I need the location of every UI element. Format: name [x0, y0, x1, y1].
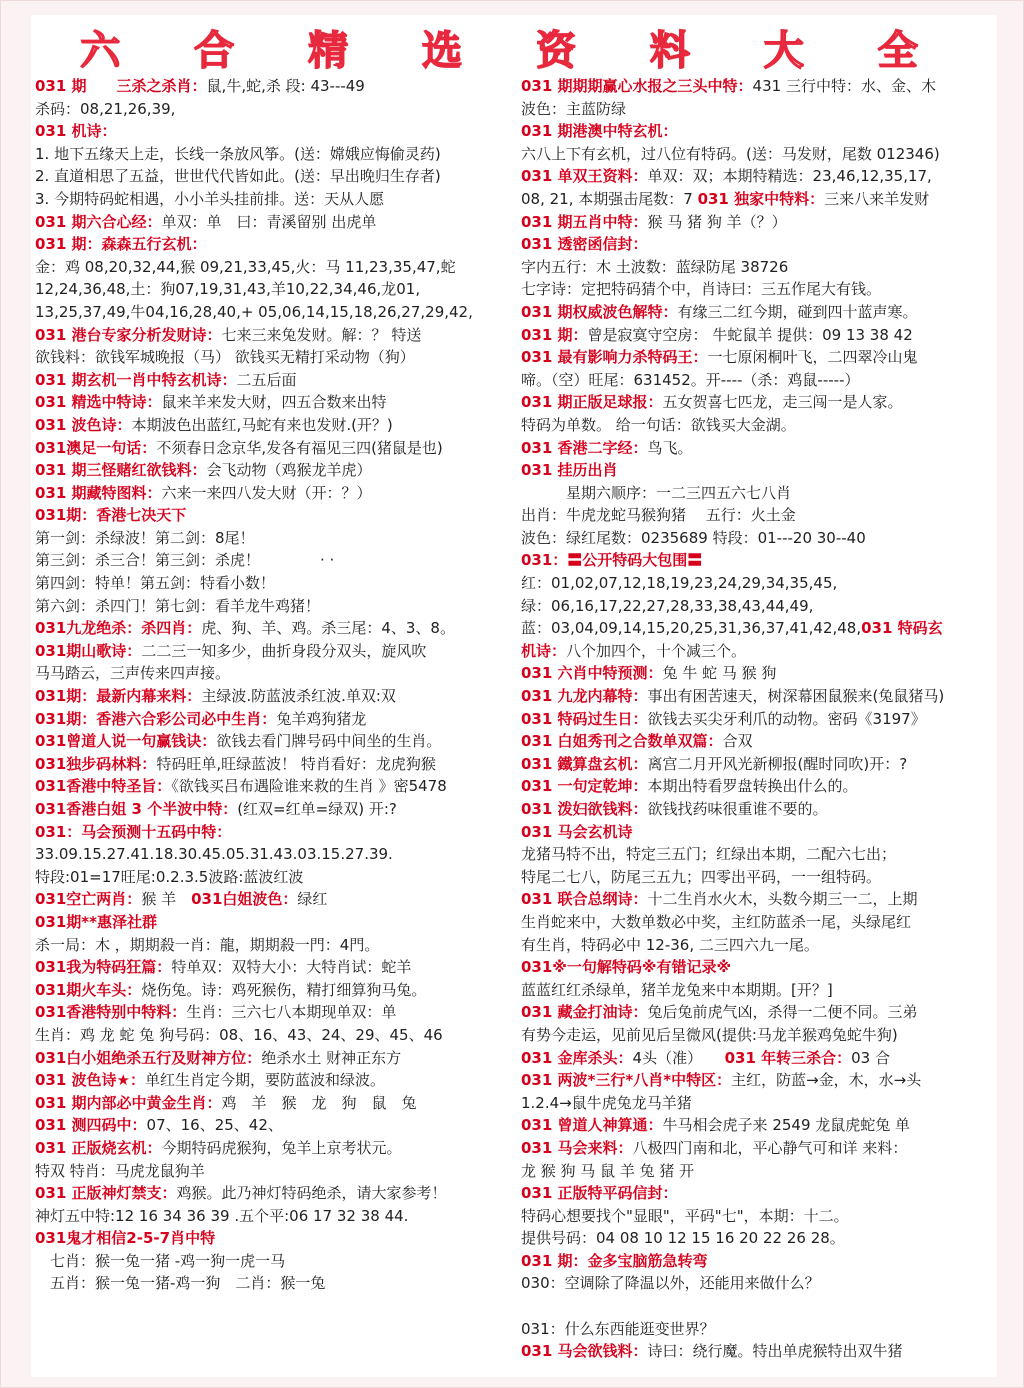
- left-line: [35, 911, 513, 934]
- section-label: 031 香港二字经：: [521, 438, 648, 457]
- right-line: [521, 165, 995, 188]
- line-text: 金：鸡 08,20,32,44,猴 09,21,33,45,火：马 11,23,35,47,蛇: [35, 257, 456, 276]
- section-label: 机诗：: [521, 641, 567, 660]
- section-label: 031 白姐秀刊之合数单双篇：: [521, 732, 723, 751]
- line-text: 兔 牛 蛇 马 猴 狗: [662, 664, 777, 683]
- left-line: [35, 1205, 513, 1228]
- left-line: [35, 211, 513, 234]
- line-text: 欲钱去看门牌号码中间坐的生肖。: [216, 732, 442, 751]
- section-label: 031 波色诗★：: [35, 1071, 145, 1090]
- left-line: [35, 188, 513, 211]
- left-line: [35, 1069, 513, 1092]
- line-text: 出肖：牛虎龙蛇马猴狗猪 五行：火土金: [521, 506, 796, 525]
- section-label: 031 挂历出肖: [521, 461, 618, 480]
- section-label: 031曾道人说一句赢钱诀：: [35, 732, 217, 751]
- section-label: 031 期正版足球报：: [521, 393, 663, 412]
- right-line: [521, 753, 995, 776]
- right-line: [521, 437, 995, 460]
- section-label: 031期：香港七决天下: [35, 506, 187, 525]
- section-label: 031 期六合心经：: [35, 212, 162, 231]
- section-label: 031白姐波色：: [191, 890, 298, 909]
- line-text: 特码心想要找个"显眼"，平码"七"，本期：十二。: [521, 1206, 849, 1225]
- line-text: 猴 马 猪 狗 羊（？）: [647, 212, 787, 231]
- right-line: [521, 934, 995, 957]
- right-line: [521, 369, 995, 392]
- line-text: 六八上下有玄机，过八位有特码。(送：马发财，尾数 012346): [521, 144, 940, 163]
- left-line: [35, 369, 513, 392]
- section-label: 031 九龙内幕特：: [521, 687, 648, 706]
- left-line: [35, 821, 513, 844]
- line-text: 红：01,02,07,12,18,19,23,24,29,34,35,45,: [521, 574, 838, 593]
- line-text: 六来一来四八发大财（开：？）: [161, 483, 372, 502]
- line-text: 有生肖，特码必中 12-36, 二三四六九一尾。: [521, 935, 819, 954]
- line-text: 兔羊鸡狗猪龙: [276, 709, 367, 728]
- left-line: [35, 414, 513, 437]
- right-line: [521, 188, 995, 211]
- right-line: [521, 75, 995, 98]
- right-line: [521, 866, 995, 889]
- line-text: 曾是寂寞守空房： 牛蛇鼠羊 提供：09 13 38 42: [587, 325, 913, 344]
- left-line: [35, 617, 513, 640]
- left-line: [35, 278, 513, 301]
- section-label: 031鬼才相信2-5-7肖中特: [35, 1229, 216, 1248]
- line-text: 031：什么东西能逛变世界？: [521, 1319, 715, 1338]
- right-line: [521, 1047, 995, 1070]
- section-label: 031 正版神灯禁支：: [35, 1184, 177, 1203]
- right-line: [521, 1137, 995, 1160]
- line-text: 生肖：三六七八本期现单双：单: [186, 1003, 397, 1022]
- section-label: 031 独家中特料：: [697, 189, 825, 208]
- line-text: 龙 猴 狗 马 鼠 羊 兔 猪 开: [521, 1161, 695, 1180]
- right-line: [521, 549, 995, 572]
- right-line: [521, 572, 995, 595]
- right-line: [521, 1318, 995, 1341]
- line-text: 特码为单数。 给一句话：欲钱买大金湖。: [521, 415, 796, 434]
- left-line: [35, 708, 513, 731]
- right-line: [521, 98, 995, 121]
- right-line: [521, 459, 995, 482]
- right-line: [521, 775, 995, 798]
- line-text: 欲钱去买尖牙利爪的动物。密码《3197》: [647, 709, 926, 728]
- right-line: [521, 527, 995, 550]
- section-label: 031※一句解特码※有错记录※: [521, 958, 732, 977]
- line-text: 生肖蛇来中，大数单数必中奖，主红防蓝杀一尾，头绿尾红: [521, 912, 912, 931]
- section-label: 031 波色诗：: [35, 415, 132, 434]
- section-label: 031 马会玄机诗: [521, 822, 633, 841]
- left-line: [35, 685, 513, 708]
- left-line: [35, 979, 513, 1002]
- right-line: [521, 956, 995, 979]
- left-line: [35, 1227, 513, 1250]
- right-line: [521, 821, 995, 844]
- line-text: 绿：06,16,17,22,27,28,33,38,43,44,49,: [521, 596, 814, 615]
- line-text: 第六剑：杀四门！第七剑：看羊龙牛鸡猪！: [35, 596, 321, 615]
- section-label: 031 期藏特图料：: [35, 483, 162, 502]
- section-label: 031我为特码狂篇：: [35, 958, 172, 977]
- section-label: 031独步码林料：: [35, 754, 157, 773]
- left-line: [35, 1047, 513, 1070]
- left-line: [35, 1001, 513, 1024]
- section-label: 031香港特别中特料：: [35, 1003, 187, 1022]
- left-line: [35, 437, 513, 460]
- section-label: 031 测四码中：: [35, 1116, 147, 1135]
- line-text: 星期六顺序：一二三四五六七八肖: [521, 483, 792, 502]
- right-line: [521, 708, 995, 731]
- left-line: [35, 888, 513, 911]
- line-text: 马马踏云，三声传来四声接。: [35, 664, 231, 683]
- line-text: 主红，防蓝→金，木，水→头: [731, 1071, 922, 1090]
- right-line: [521, 1340, 995, 1363]
- left-line: [35, 662, 513, 685]
- section-label: 031 透密函信封：: [521, 235, 648, 254]
- section-label: 031 正版烧玄机：: [35, 1138, 162, 1157]
- left-line: [35, 843, 513, 866]
- line-text: 十二生肖水火木，头数今期三一二，上期: [647, 890, 918, 909]
- line-text: 牛马相会虎子来 2549 龙鼠虎蛇兔 单: [662, 1116, 911, 1135]
- right-line: [521, 1092, 995, 1115]
- line-text: 绝杀水土 财神正东方: [261, 1048, 402, 1067]
- right-line: [521, 1250, 995, 1273]
- line-text: 啼。（空）旺尾：631452。开----（杀：鸡鼠-----）: [521, 370, 860, 389]
- section-label: 031 泼妇欲钱料：: [521, 800, 648, 818]
- line-text: 波色：绿红尾数：0235689 特段：01---20 30--40: [521, 528, 866, 547]
- line-text: 七字诗：定把特码猜个中，肖诗曰：三五作尾大有钱。: [521, 280, 882, 299]
- line-text: 单双：单 曰：青溪留别 出虎单: [161, 212, 377, 231]
- left-line: [35, 143, 513, 166]
- line-text: 《欲钱买吕布遇险谁来救的生肖 》密5478: [171, 777, 447, 796]
- section-label: 031 机诗：: [35, 122, 117, 141]
- left-line: [35, 324, 513, 347]
- line-text: 七肖：猴一兔一猪 -鸡一狗一虎一马: [35, 1251, 286, 1270]
- line-text: 07、16、25、42、: [146, 1116, 283, 1135]
- line-text: 合双: [722, 732, 753, 751]
- left-line: [35, 753, 513, 776]
- left-line: [35, 75, 513, 98]
- left-line: [35, 549, 513, 572]
- left-line: [35, 572, 513, 595]
- right-line: [521, 211, 995, 234]
- line-text: 特单双：双特大小：大特肖试：蛇羊: [171, 958, 412, 977]
- left-line: [35, 1250, 513, 1273]
- section-label: 031空亡两肖：: [35, 890, 142, 909]
- line-text: 特尾二七八，防尾三五九；四零出平码，一一组特码。: [521, 867, 882, 886]
- right-line: [521, 843, 995, 866]
- right-line: [521, 414, 995, 437]
- line-text: 特段:01=17旺尾:0.2.3.5波路:蓝波红波: [35, 867, 304, 886]
- section-label: 031 期 三杀之杀肖：: [35, 77, 207, 95]
- section-label: 031 特码过生日：: [521, 709, 648, 728]
- right-line: [521, 1001, 995, 1024]
- line-text: 八极四门南和北，平心静气可和详 来料：: [632, 1138, 908, 1157]
- section-label: 031 鐵算盘玄机：: [521, 754, 648, 773]
- line-text: 鸟飞。: [647, 438, 693, 457]
- left-line: [35, 504, 513, 527]
- right-line: [521, 1160, 995, 1183]
- right-line: [521, 301, 995, 324]
- section-label: 031 金库杀头：: [521, 1048, 633, 1067]
- line-text: 字内五行：木 土波数：蓝绿防尾 38726: [521, 257, 789, 276]
- line-text: 虎、狗、羊、鸡。杀三尾：4、3、8。: [201, 619, 455, 638]
- left-line: [35, 730, 513, 753]
- line-text: 主绿波.防蓝波杀红波.单双:双: [201, 687, 396, 706]
- left-line: [35, 595, 513, 618]
- line-text: 13,25,37,49,牛04,16,28,40,+ 05,06,14,15,18,26,27,29,42,: [35, 302, 473, 321]
- right-line: [521, 324, 995, 347]
- left-line: [35, 527, 513, 550]
- line-text: 杀一局：木 ，期期殺一肖：龍，期期殺一門：4門。: [35, 935, 380, 954]
- left-line: [35, 301, 513, 324]
- section-label: 031 曾道人神算通：: [521, 1116, 663, 1135]
- line-text: 4头（准）: [632, 1048, 725, 1067]
- line-text: 2. 直道相思了五益，世世代代皆如此。(送：早出晚归生存者): [35, 167, 441, 186]
- line-text: 08, 21, 本期强击尾数：7: [521, 189, 698, 208]
- line-text: 今期特码虎猴狗，兔羊上京考状元。: [161, 1138, 402, 1157]
- section-label: 031 期玄机一肖中特玄机诗：: [35, 370, 237, 389]
- line-text: 波色：主蓝防绿: [521, 99, 627, 118]
- line-text: 本期波色出蓝红,马蛇有来也发财.(开？): [131, 415, 393, 434]
- line-text: 猴 羊: [141, 890, 192, 909]
- line-text: 1.2.4→鼠牛虎兔龙马羊猪: [521, 1093, 692, 1112]
- line-text: 12,24,36,48,土：狗07,19,31,43,羊10,22,34,46,龙01,: [35, 280, 421, 299]
- line-text: 鼠,牛,蛇,杀 段: 43---49: [206, 77, 365, 95]
- right-column: [521, 75, 995, 1363]
- line-text: 七来三来兔发财。解：？ 特送: [221, 325, 422, 344]
- line-text: 绿红: [297, 890, 328, 909]
- right-line: [521, 1295, 995, 1318]
- right-line: [521, 1205, 995, 1228]
- section-label: 031 一句定乾坤：: [521, 777, 648, 796]
- line-text: 二五后面: [236, 370, 297, 389]
- left-line: [35, 256, 513, 279]
- right-line: [521, 640, 995, 663]
- right-line: [521, 911, 995, 934]
- right-line: [521, 730, 995, 753]
- section-label: 031期火车头：: [35, 980, 142, 999]
- right-line: [521, 1182, 995, 1205]
- right-line: [521, 662, 995, 685]
- section-label: 031 年转三杀合：: [724, 1048, 852, 1067]
- line-text: 不须春日念京华,发各有福见三四(猪鼠是也): [156, 438, 443, 457]
- line-text: 单红生肖定今期，要防蓝波和绿波。: [144, 1071, 385, 1090]
- right-line: [521, 595, 995, 618]
- line-text: 431 三行中特：水、金、木: [752, 77, 936, 95]
- line-text: 有势今走运，见前见后呈微风(提供:马龙羊猴鸡兔蛇牛狗): [521, 1025, 898, 1044]
- page-title: 六 合 精 选 资 料 大 全: [80, 28, 948, 74]
- left-line: [35, 391, 513, 414]
- section-label: 031 期期期赢心水报之三头中特：: [521, 77, 753, 95]
- line-text: 事出有困苦速天，树深幕困鼠猴来(兔鼠猪马): [647, 687, 945, 706]
- content-sheet: [31, 15, 997, 1377]
- line-text: 蓝蓝红红杀绿单，猪羊龙兔来中本期期。[开？]: [521, 980, 833, 999]
- section-label: 031 藏金打油诗：: [521, 1003, 648, 1022]
- left-line: [35, 798, 513, 821]
- section-label: 031 期权威波色解特：: [521, 302, 678, 321]
- left-line: [35, 1024, 513, 1047]
- left-line: [35, 1092, 513, 1115]
- left-line: [35, 866, 513, 889]
- line-text: 神灯五中特:12 16 34 36 39 .五个平:06 17 32 38 44.: [35, 1206, 409, 1225]
- left-line: [35, 346, 513, 369]
- line-text: 3. 今期特码蛇相遇，小小羊头挂前排。送：天从人愿: [35, 189, 385, 208]
- section-label: 031期**惠泽社群: [35, 912, 158, 931]
- line-text: 有缘三二红今期，碰到四十蓝声寒。: [677, 302, 918, 321]
- section-label: 031 期：: [521, 325, 588, 344]
- right-line: [521, 278, 995, 301]
- section-label: 031 精选中特诗：: [35, 393, 162, 412]
- line-text: (红双=红单=绿双) 开:?: [237, 800, 397, 818]
- right-line: [521, 617, 995, 640]
- line-text: 鼠来羊来发大财，四五合数来出特: [161, 393, 387, 412]
- left-line: [35, 1137, 513, 1160]
- section-label: 031九龙绝杀：杀四肖：: [35, 619, 202, 638]
- line-text: 五女贺喜七匹龙，走三闯一是人家。: [662, 393, 903, 412]
- line-text: 本期出特看罗盘转换出什么的。: [647, 777, 858, 796]
- section-label: 031 联合总纲诗：: [521, 890, 648, 909]
- right-line: [521, 979, 995, 1002]
- line-text: 欲钱料：欲钱军城晚报（马） 欲钱买无精打采动物（狗）: [35, 348, 415, 367]
- section-label: 031 期三怪赌红欲钱料：: [35, 461, 207, 480]
- right-line: [521, 504, 995, 527]
- section-label: 031白小姐绝杀五行及财神方位：: [35, 1048, 262, 1067]
- right-line: [521, 1069, 995, 1092]
- left-line: [35, 775, 513, 798]
- line-text: 兔后兔前虎气凶，杀得一二便不同。三弟: [647, 1003, 918, 1022]
- section-label: 031香港中特圣旨：: [35, 777, 172, 796]
- right-line: [521, 120, 995, 143]
- left-line: [35, 165, 513, 188]
- section-label: 031 期内部必中黄金生肖：: [35, 1093, 222, 1112]
- section-label: 031香港白姐 3 个半波中特：: [35, 800, 238, 818]
- section-label: 031：〓公开特码大包围〓: [521, 551, 703, 570]
- line-text: 030：空调除了降温以外，还能用来做什么？: [521, 1274, 820, 1293]
- section-label: 031 六肖中特预测：: [521, 664, 663, 683]
- line-text: 33.09.15.27.41.18.30.45.05.31.43.03.15.27.39.: [35, 845, 393, 864]
- line-text: 一七原闲桐叶飞，二四翠冷山鬼: [707, 348, 918, 367]
- right-line: [521, 888, 995, 911]
- section-label: 031 马会欲钱料：: [521, 1342, 648, 1361]
- line-text: 第四剑：特单！第五剑：特看小数！: [35, 574, 276, 593]
- line-text: 烧伤兔。诗：鸡死猴伤，精打细算狗马兔。: [141, 980, 427, 999]
- section-label: 031 期：金多宝脑筋急转弯: [521, 1251, 708, 1270]
- left-line: [35, 956, 513, 979]
- section-label: 031 特码玄: [861, 619, 943, 638]
- right-line: [521, 233, 995, 256]
- left-line: [35, 1160, 513, 1183]
- line-text: 提供号码：04 08 10 12 15 16 20 22 26 28。: [521, 1229, 845, 1248]
- right-line: [521, 482, 995, 505]
- line-text: 1. 地下五缘天上走，长线一条放风筝。(送：嫦娥应悔偷灵药): [35, 144, 441, 163]
- section-label: 031 正版特平码信封：: [521, 1184, 678, 1203]
- left-line: [35, 459, 513, 482]
- right-line: [521, 1227, 995, 1250]
- right-line: [521, 1114, 995, 1137]
- left-line: [35, 934, 513, 957]
- line-text: 鸡 羊 猴 龙 狗 鼠 兔: [221, 1093, 417, 1112]
- section-label: 031 单双王资料：: [521, 167, 648, 186]
- line-text: 生肖：鸡 龙 蛇 兔 狗号码：08、16、43、24、29、45、46: [35, 1025, 443, 1044]
- left-line: [35, 120, 513, 143]
- section-label: 031 最有影响力杀特码王：: [521, 348, 708, 367]
- section-label: 031期山歌诗：: [35, 641, 142, 660]
- section-label: 031 期港澳中特玄机：: [521, 122, 678, 141]
- line-text: 五肖：猴一兔一猪-鸡一狗 二肖：猴一兔: [35, 1274, 326, 1293]
- left-column: [35, 75, 513, 1295]
- section-label: 031澳足一句话：: [35, 438, 157, 457]
- right-line: [521, 798, 995, 821]
- section-label: 031 期五肖中特：: [521, 212, 648, 231]
- line-text: 诗曰：绕行魔。特出单虎猴特出双牛猪: [647, 1342, 903, 1361]
- right-line: [521, 391, 995, 414]
- section-label: 031期：最新内幕来料：: [35, 687, 202, 706]
- line-text: 二二三一知多少，曲折身段分双头，旋风吹: [141, 641, 427, 660]
- line-text: 杀码：08,21,26,39,: [35, 99, 176, 118]
- line-text: 欲钱找药味很重谁不要的。: [647, 800, 828, 818]
- right-line: [521, 1024, 995, 1047]
- section-label: 031 马会来料：: [521, 1138, 633, 1157]
- right-line: [521, 685, 995, 708]
- section-label: 031 期：森森五行玄机：: [35, 235, 207, 254]
- section-label: 031：马会预测十五码中特：: [35, 822, 232, 841]
- line-text: 第一剑：杀绿波！第二剑：8尾！: [35, 528, 255, 547]
- left-line: [35, 640, 513, 663]
- line-text: 蓝：03,04,09,14,15,20,25,31,36,37,41,42,48,: [521, 619, 862, 638]
- right-line: [521, 1272, 995, 1295]
- section-label: 031期：香港六合彩公司必中生肖：: [35, 709, 277, 728]
- left-line: [35, 1182, 513, 1205]
- line-text: 单双：双；本期特精选：23,46,12,35,17,: [647, 167, 932, 186]
- left-line: [35, 1272, 513, 1295]
- left-line: [35, 482, 513, 505]
- line-text: 三来八来羊发财: [824, 189, 930, 208]
- line-text: 03 合: [851, 1048, 890, 1067]
- left-line: [35, 98, 513, 121]
- right-line: [521, 143, 995, 166]
- left-line: [35, 233, 513, 256]
- section-label: 031 两波*三行*八肖*中特区：: [521, 1071, 732, 1090]
- line-text: 特双 特肖：马虎龙鼠狗羊: [35, 1161, 205, 1180]
- line-text: 离宫二月开风光新柳报(醒时同吹)开：?: [647, 754, 908, 773]
- left-line: [35, 1114, 513, 1137]
- line-text: 会飞动物（鸡猴龙羊虎）: [206, 461, 372, 480]
- section-label: 031 港台专家分析发财诗：: [35, 325, 222, 344]
- line-text: 特码旺单,旺绿蓝波！ 特肖看好：龙虎狗猴: [156, 754, 436, 773]
- line-text: 八个加四个，十个减三个。: [566, 641, 747, 660]
- right-line: [521, 256, 995, 279]
- right-line: [521, 346, 995, 369]
- line-text: 龙猪马特不出，特定三五门；红绿出本期，二配六七出；: [521, 845, 897, 864]
- line-text: 第三剑：杀三合！第三剑：杀虎！ · ·: [35, 551, 335, 570]
- line-text: 鸡猴。此乃神灯特码绝杀，请大家参考！: [176, 1184, 447, 1203]
